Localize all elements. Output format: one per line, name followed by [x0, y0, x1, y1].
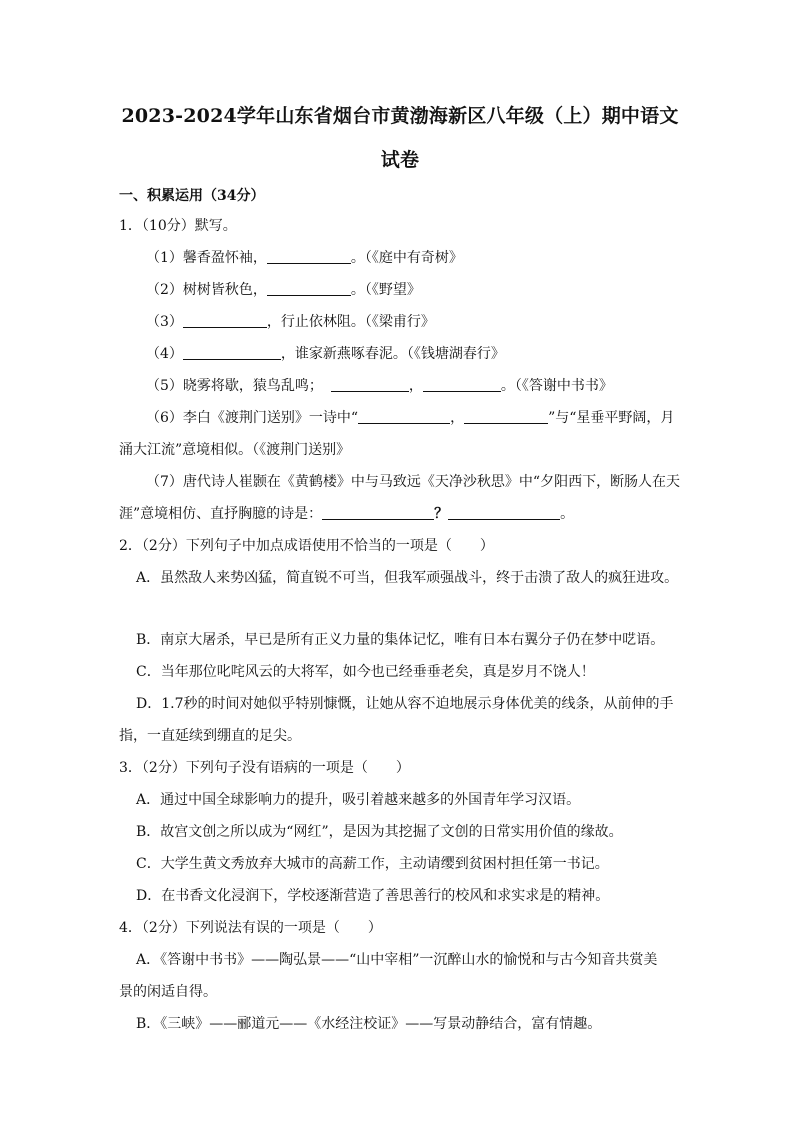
exam-title-line2: 试卷 — [380, 149, 420, 171]
question-2-stem: 2．（2分）下列句子中加点成语使用不恰当的一项是（ ） — [119, 538, 494, 554]
q1-item-1-source: 。（《庭中有奇树》 — [350, 250, 463, 266]
q1-item-7-line1: （7）唐代诗人崔颢在《黄鹤楼》中与马致远《天净沙秋思》中“夕阳西下，断肠人在天 — [146, 474, 681, 490]
q1-item-6-text-a: （6）李白《渡荆门送别》一诗中“ — [146, 410, 359, 426]
q2-option-d-line2: 指，一直延续到绷直的足尖。 — [119, 728, 301, 744]
answer-blank[interactable] — [448, 504, 560, 520]
q1-item-6-comma: ， — [450, 410, 465, 426]
q1-item-7-question-mark: ？ — [434, 506, 449, 522]
q1-item-5-comma: ， — [408, 378, 423, 394]
q1-item-2 — [146, 280, 421, 300]
q3-option-a: A．通过中国全球影响力的提升，吸引着越来越多的外国青年学习汉语。 — [136, 792, 581, 808]
q3-option-b: B．故宫文创之所以成为“网红”，是因为其挖掘了文创的日常实用价值的缘故。 — [136, 824, 623, 840]
answer-blank[interactable] — [464, 408, 548, 424]
q4-option-a-line2: 景的闲适自得。 — [119, 984, 217, 1000]
q1-item-6-line2: 涌大江流”意境相似。（《渡荆门送别》 — [119, 442, 351, 458]
q2-option-d-line1: D．1.7秒的时间对她似乎特别慷慨，让她从容不迫地展示身体优美的线条，从前伸的手 — [136, 696, 674, 712]
exam-title-line1: 2023-2024学年山东省烟台市黄渤海新区八年级（上）期中语文 — [121, 105, 679, 127]
q4-option-a-line1: A．《答谢中书书》——陶弘景——“山中宰相”一沉醉山水的愉悦和与古今知音共赏美 — [136, 952, 658, 968]
q2-option-a: A．虽然敌人来势凶猛，简直锐不可当，但我军顽强战斗，终于击溃了敌人的疯狂进攻。 — [136, 570, 679, 586]
q1-item-4 — [146, 344, 505, 364]
question-4-stem: 4．（2分）下列说法有误的一项是（ ） — [119, 920, 382, 936]
question-1-stem: 1．（10分）默写。 — [119, 218, 237, 234]
q1-item-7-text: 涯”意境相仿、直抒胸臆的诗是： — [119, 506, 323, 522]
q1-item-6-text-c: ”与“星垂平野阔，月 — [548, 410, 675, 426]
q1-item-1 — [146, 248, 463, 268]
q4-option-b: B．《三峡》——郦道元——《水经注校证》——写景动静结合，富有情趣。 — [136, 1016, 602, 1032]
answer-blank[interactable] — [267, 248, 351, 264]
q1-item-3-num: （3） — [146, 314, 183, 330]
q1-item-3-text: ，行止依林阻。（《梁甫行》 — [266, 314, 435, 330]
answer-blank[interactable] — [183, 312, 267, 328]
answer-blank[interactable] — [331, 376, 409, 392]
section-heading: 一、积累运用（34分） — [119, 188, 265, 204]
q2-option-b: B．南京大屠杀，早已是所有正义力量的集体记忆，唯有日本右翼分子仍在梦中呓语。 — [136, 632, 665, 648]
q1-item-5-text: （5）晓雾将歇，猿鸟乱鸣； — [146, 378, 323, 394]
q1-item-2-source: 。（《野望》 — [350, 282, 421, 298]
q1-item-2-text: （2）树树皆秋色， — [146, 282, 267, 298]
q1-item-5-source: 。（《答谢中书书》 — [500, 378, 613, 394]
q1-item-1-text: （1）馨香盈怀袖， — [146, 250, 267, 266]
q1-item-4-text: ，谁家新燕啄春泥。（《钱塘湖春行》 — [280, 346, 505, 362]
q1-item-6-line1 — [146, 408, 674, 428]
answer-blank[interactable] — [423, 376, 501, 392]
answer-blank[interactable] — [183, 344, 281, 360]
q3-option-d: D．在书香文化浸润下，学校逐渐营造了善思善行的校风和求实求是的精神。 — [136, 888, 610, 904]
answer-blank[interactable] — [358, 408, 450, 424]
q1-item-7-period: 。 — [560, 506, 575, 522]
q1-item-7-line2 — [119, 504, 574, 524]
answer-blank[interactable] — [322, 504, 434, 520]
q2-option-c: C．当年那位叱咤风云的大将军，如今也已经垂垂老矣，真是岁月不饶人！ — [136, 664, 595, 680]
q1-item-3 — [146, 312, 435, 332]
question-3-stem: 3．（2分）下列句子没有语病的一项是（ ） — [119, 760, 410, 776]
q1-item-5 — [146, 376, 613, 396]
q1-item-4-num: （4） — [146, 346, 183, 362]
q3-option-c: C．大学生黄文秀放弃大城市的高薪工作，主动请缨到贫困村担任第一书记。 — [136, 856, 609, 872]
answer-blank[interactable] — [267, 280, 351, 296]
